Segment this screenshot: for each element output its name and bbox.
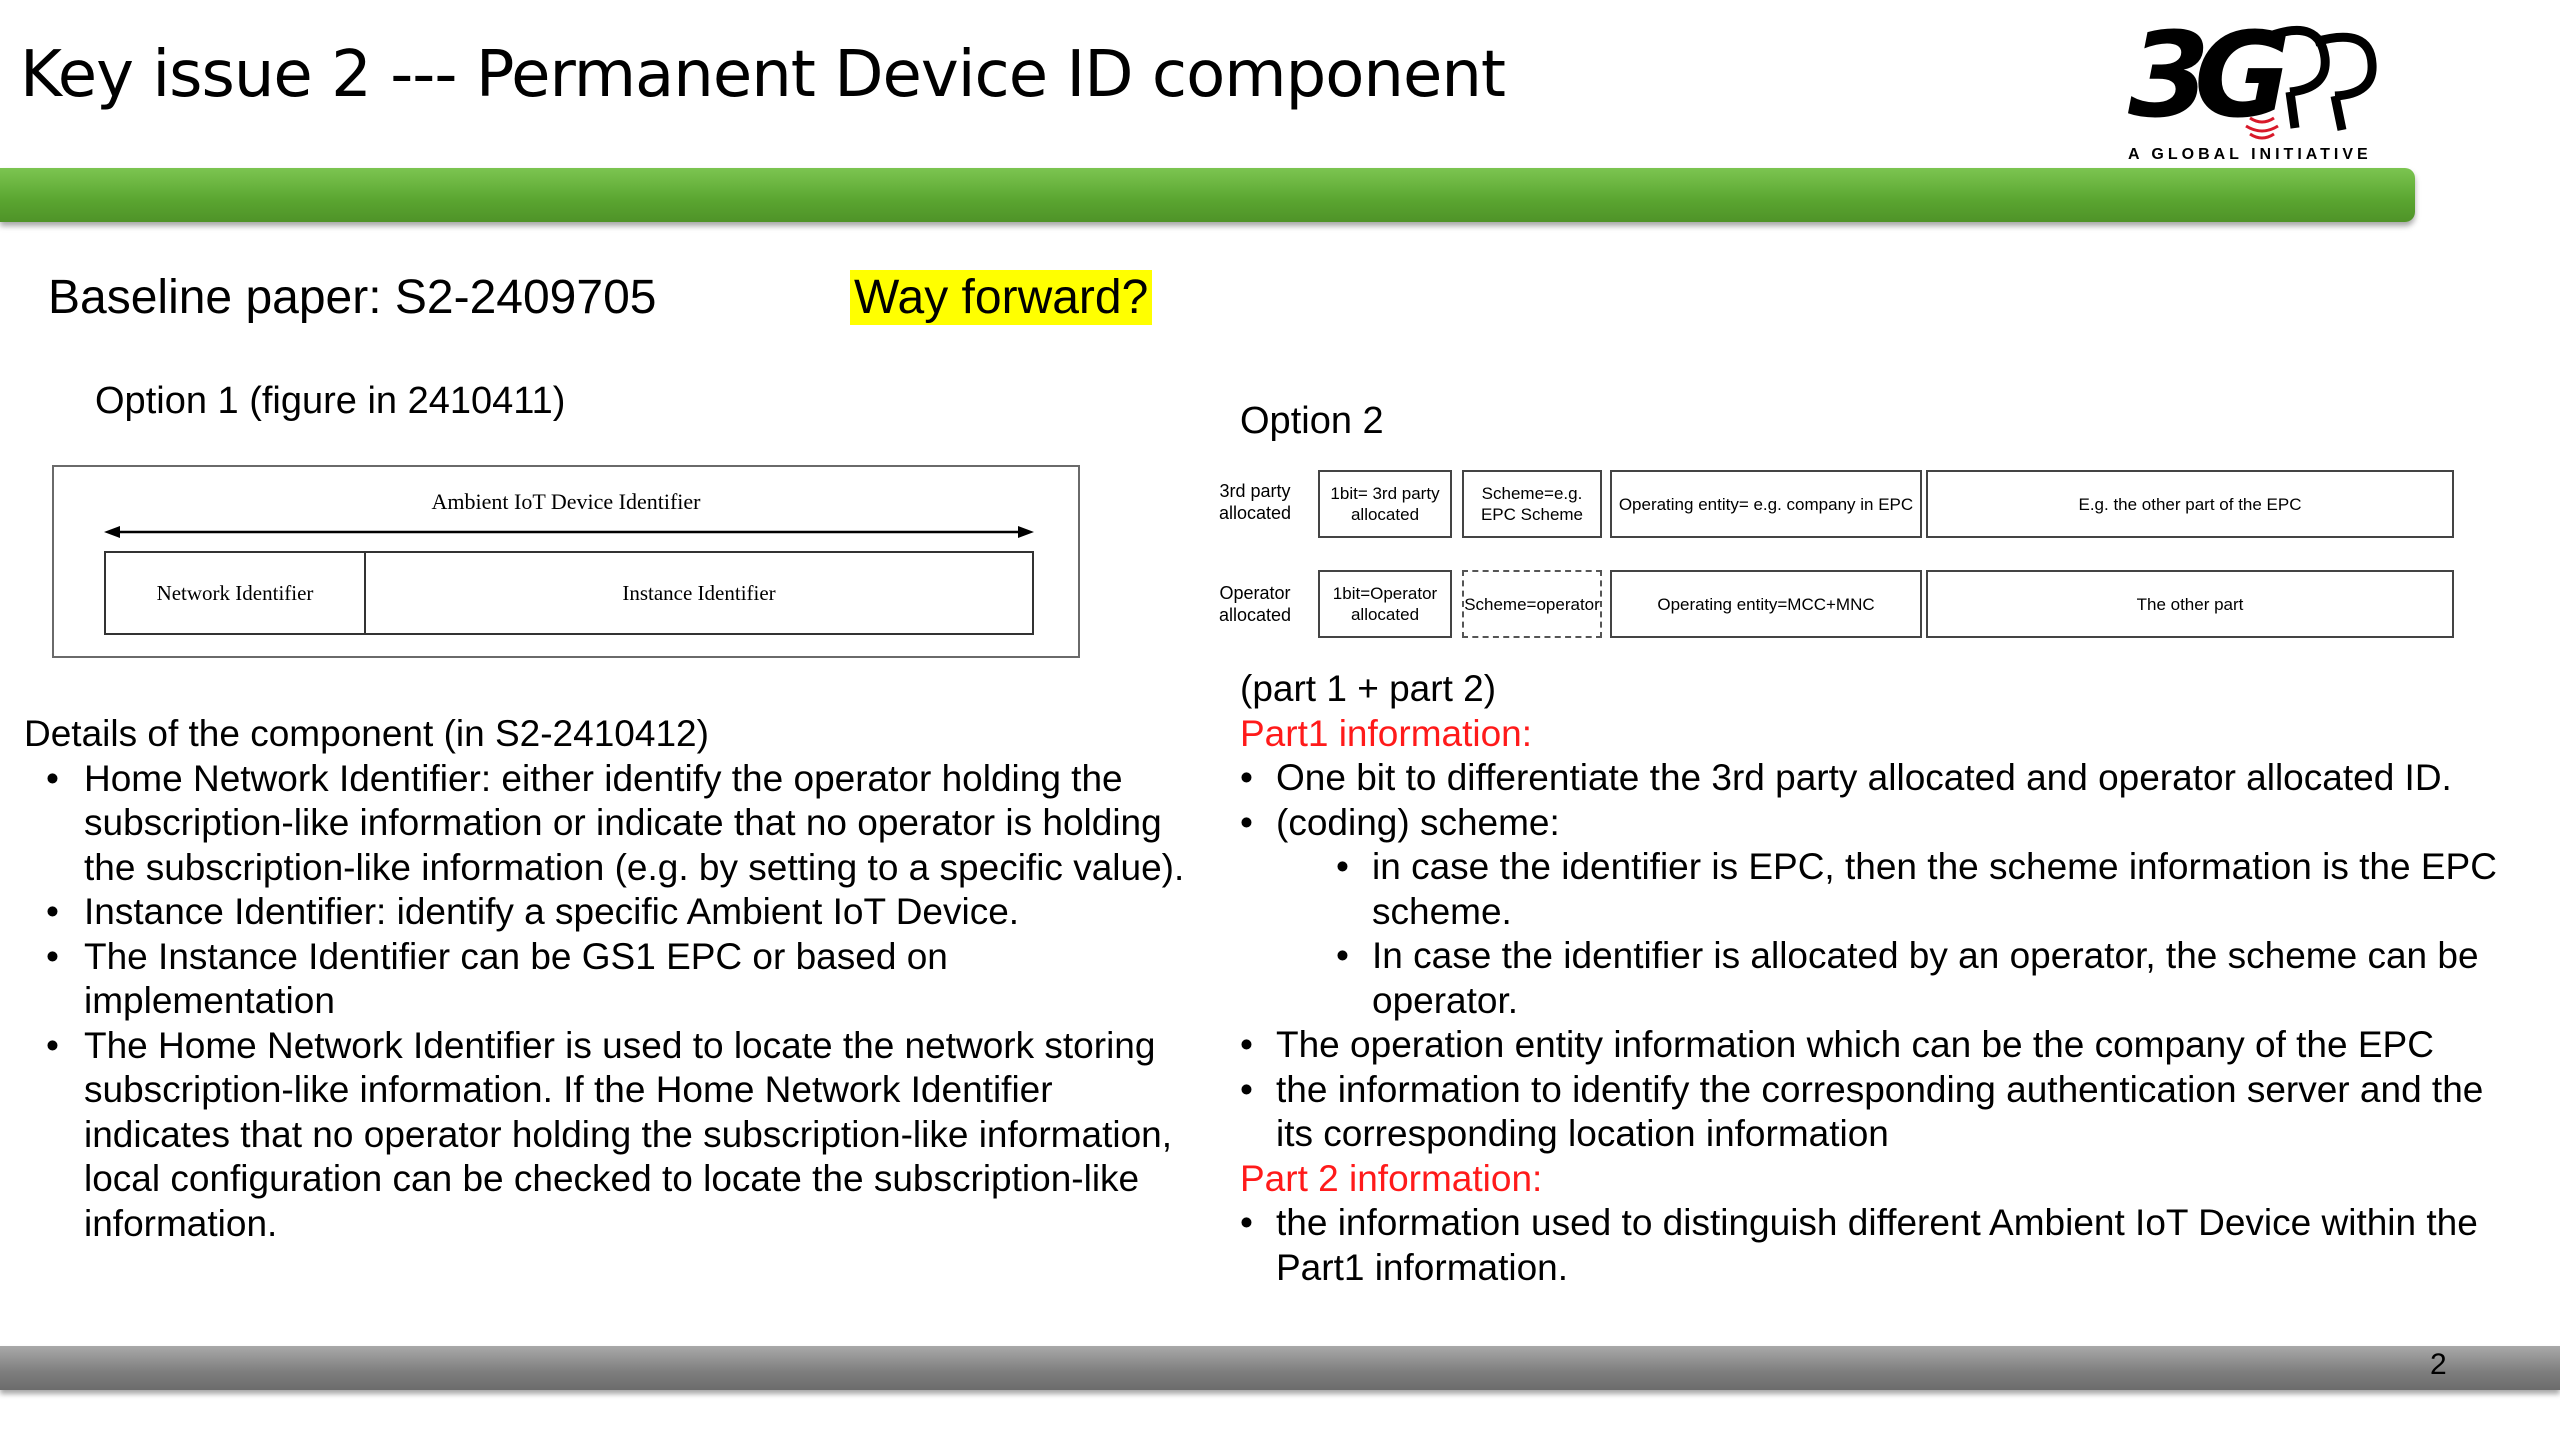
part1-heading: Part1 information: [1240,712,1533,754]
row-label: 3rd party allocated [1218,481,1292,523]
entity-cell: Operating entity= e.g. company in EPC [1610,470,1922,538]
double-arrow-icon [104,523,1034,541]
footer-bar [0,1346,2560,1390]
parts-label: (part 1 + part 2) [1240,668,1497,709]
scheme-cell: Scheme=operator [1462,570,1602,638]
list-item: • In case the identifier is allocated by an operator, the scheme can be operator. [1240,934,2510,1023]
scheme-cell: Scheme=e.g. EPC Scheme [1462,470,1602,538]
3gpp-logo [2120,8,2400,168]
list-item: • The Home Network Identifier is used to locate the network storing subscription-like information. If the Home Network Identifier indicates that no operator holding the subscription-like information, local configuration can be checked to locate the subscription-like information. [24,1024,1204,1247]
instance-identifier-box: Instance Identifier [364,551,1034,635]
details-heading: Details of the component (in S2-2410412) [24,713,709,754]
way-forward-highlight: Way forward? [850,270,1152,325]
list-item: • in case the identifier is EPC, then the scheme information is the EPC scheme. [1240,845,2510,934]
option2-description [1240,667,2510,1290]
header-bar [0,168,2415,222]
option2-heading: Option 2 [1240,400,1384,442]
part2-list [1240,1201,2510,1290]
page-number: 2 [2430,1348,2447,1381]
part2-heading: Part 2 information: [1240,1157,1543,1199]
network-identifier-box: Network Identifier [104,551,366,635]
logo-tagline: A GLOBAL INITIATIVE [2128,146,2372,163]
list-item: • One bit to differentiate the 3rd party allocated and operator allocated ID. [1240,756,2510,801]
slide-title: Key issue 2 --- Permanent Device ID component [20,38,1505,112]
option1-heading: Option 1 (figure in 2410411) [95,380,566,422]
part1-list-cont [1240,1023,2510,1157]
logo-graphic [2120,8,2400,148]
bit-cell: 1bit=Operator allocated [1318,570,1452,638]
figure-top-label: Ambient IoT Device Identifier [431,489,701,514]
list-item: • The operation entity information which can be the company of the EPC [1240,1023,2510,1068]
scheme-sublist [1240,845,2510,1023]
list-item: • the information to identify the corresponding authentication server and the its corresponding location information [1240,1068,2510,1157]
list-item: • Home Network Identifier: either identify the operator holding the subscription-like information or indicate that no operator is holding the subscription-like information (e.g. by setting to a specific value). [24,757,1204,891]
list-item: • the information used to distinguish different Ambient IoT Device within the Part1 information. [1240,1201,2510,1290]
other-part-cell: The other part [1926,570,2454,638]
list-item: • (coding) scheme: [1240,801,2510,846]
part1-list [1240,756,2510,845]
bit-cell: 1bit= 3rd party allocated [1318,470,1452,538]
baseline-paper: Baseline paper: S2-2409705 [48,271,657,324]
entity-cell: Operating entity=MCC+MNC [1610,570,1922,638]
other-part-cell: E.g. the other part of the EPC [1926,470,2454,538]
option1-figure [52,465,1080,658]
details-list [24,757,1204,1247]
row-label: Operator allocated [1218,583,1292,625]
details-section [24,712,1204,1246]
svg-text:3G: 3G [2128,8,2275,144]
list-item: • The Instance Identifier can be GS1 EPC or based on implementation [24,935,1204,1024]
list-item: • Instance Identifier: identify a specific Ambient IoT Device. [24,890,1204,935]
